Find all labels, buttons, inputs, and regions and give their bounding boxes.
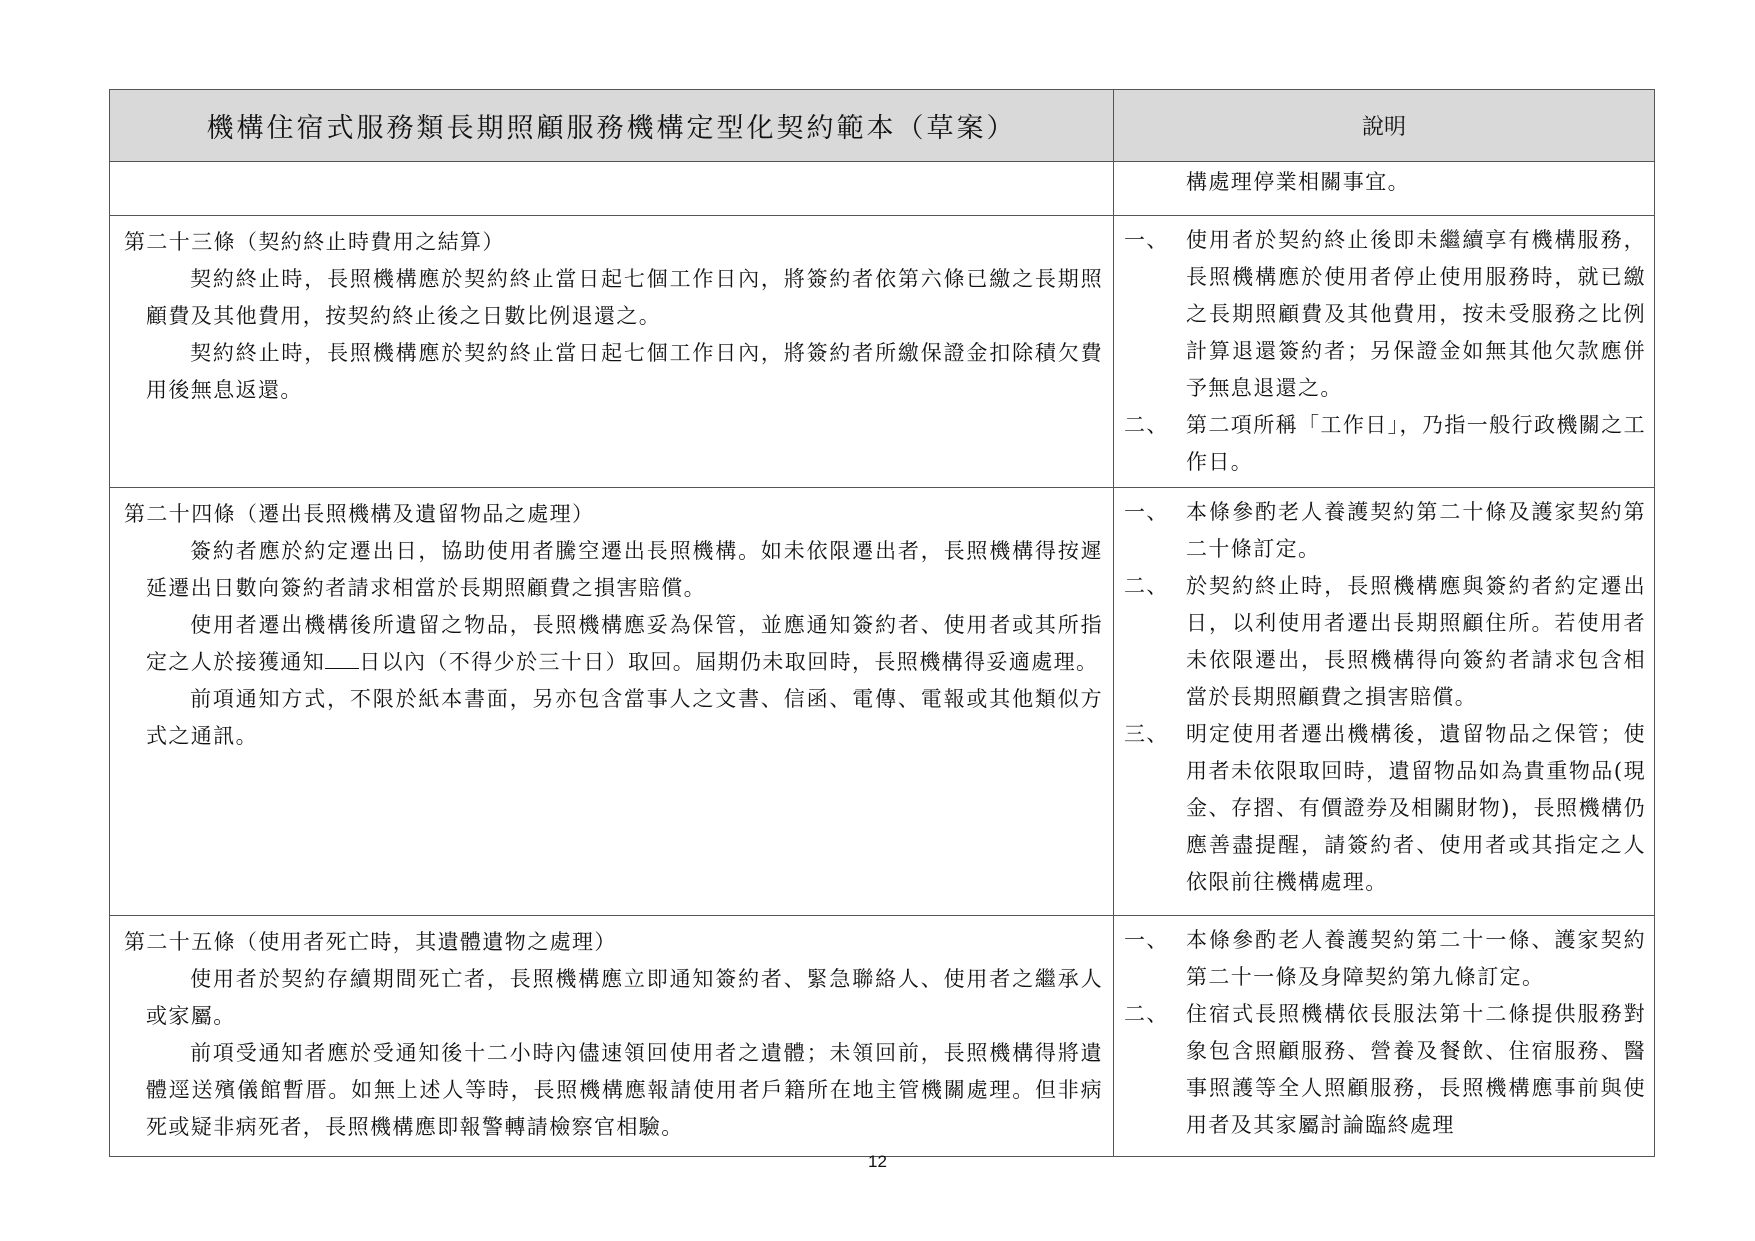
note-text: 於契約終止時，長照機構應與簽約者約定遷出日，以利使用者遷出長期照顧住所。若使用者未依限遷出，長照機構得向簽約者請求包含相當於長期照顧費之損害賠償。 bbox=[1186, 574, 1646, 709]
table-header-row bbox=[110, 90, 1655, 162]
article-25-cell bbox=[110, 916, 1114, 1157]
article-25-paragraph-1: 使用者於契約存續期間死亡者，長照機構應立即通知簽約者、緊急聯絡人、使用者之繼承人或家屬。 bbox=[146, 967, 1103, 1028]
header-explanation: 說明 bbox=[1114, 90, 1655, 162]
note-text: 住宿式長照機構依長服法第十二條提供服務對象包含照顧服務、營養及餐飲、住宿服務、醫事照護等全人照顧服務，長照機構應事前與使用者及其家屬討論臨終處理 bbox=[1186, 1002, 1646, 1137]
note-number: 二、 bbox=[1124, 1002, 1169, 1026]
article-24-note-1 bbox=[1124, 494, 1646, 568]
continuation-left-cell bbox=[110, 162, 1114, 216]
article-23-note-1 bbox=[1124, 222, 1646, 407]
article-25-note-2 bbox=[1124, 996, 1646, 1144]
note-number: 一、 bbox=[1124, 500, 1169, 524]
table-row-article-25 bbox=[110, 916, 1655, 1157]
page-number: 12 bbox=[868, 1152, 887, 1171]
article-24-title: 第二十四條（遷出長照機構及遺留物品之處理） bbox=[124, 502, 595, 526]
note-number: 一、 bbox=[1124, 928, 1169, 952]
article-23-title: 第二十三條（契約終止時費用之結算） bbox=[124, 230, 505, 254]
header-contract-title: 機構住宿式服務類長期照顧服務機構定型化契約範本（草案） bbox=[110, 90, 1114, 162]
article-23-paragraph-2: 契約終止時，長照機構應於契約終止當日起七個工作日內，將簽約者所繳保證金扣除積欠費用後無息返還。 bbox=[146, 341, 1103, 402]
article-24-note-2 bbox=[1124, 568, 1646, 716]
article-24-paragraph-2 bbox=[124, 607, 1103, 681]
article-23-paragraph-1: 契約終止時，長照機構應於契約終止當日起七個工作日內，將簽約者依第六條已繳之長期照顧費及其他費用，按契約終止後之日數比例退還之。 bbox=[146, 267, 1103, 328]
article-25-note-1 bbox=[1124, 922, 1646, 996]
table-row-continuation bbox=[110, 162, 1655, 216]
article-23-note-2 bbox=[1124, 407, 1646, 481]
article-25-title: 第二十五條（使用者死亡時，其遺體遺物之處理） bbox=[124, 930, 617, 954]
article-24-paragraph-2-before: 使用者遷出機構後所遺留之物品，長照機構應妥為保管，並應通知簽約者、使用者或其所指定之人於接獲通知 bbox=[146, 613, 1103, 674]
continuation-note-text: 構處理停業相關事宜。 bbox=[1186, 170, 1410, 194]
note-text: 明定使用者遷出機構後，遺留物品之保管；使用者未依限取回時，遺留物品如為貴重物品(現金、存摺、有價證券及相關財物)，長照機構仍應善盡提醒，請簽約者、使用者或其指定之人依限前往機構處理。 bbox=[1186, 722, 1646, 894]
table-row-article-23 bbox=[110, 216, 1655, 488]
article-25-paragraph-2: 前項受通知者應於受通知後十二小時內儘速領回使用者之遺體；未領回前，長照機構得將遺體逕送殯儀館暫厝。如無上述人等時，長照機構應報請使用者戶籍所在地主管機關處理。但非病死或疑非病死者，長照機構應即報警轉請檢察官相驗。 bbox=[146, 1041, 1103, 1139]
continuation-right-cell bbox=[1114, 162, 1655, 216]
article-24-paragraph-1: 簽約者應於約定遷出日，協助使用者騰空遷出長照機構。如未依限遷出者，長照機構得按遲延遷出日數向簽約者請求相當於長期照顧費之損害賠償。 bbox=[146, 539, 1103, 600]
note-number: 二、 bbox=[1124, 574, 1169, 598]
note-text: 本條參酌老人養護契約第二十一條、護家契約第二十一條及身障契約第九條訂定。 bbox=[1186, 928, 1646, 989]
article-24-note-3 bbox=[1124, 716, 1646, 901]
contract-table bbox=[109, 89, 1655, 1157]
article-24-paragraph-3: 前項通知方式，不限於紙本書面，另亦包含當事人之文書、信函、電傳、電報或其他類似方式之通訊。 bbox=[146, 687, 1103, 748]
note-number: 一、 bbox=[1124, 228, 1169, 252]
fill-in-blank bbox=[325, 646, 359, 669]
note-text: 第二項所稱「工作日」，乃指一般行政機關之工作日。 bbox=[1186, 413, 1646, 474]
article-25-notes-cell bbox=[1114, 916, 1655, 1157]
note-text: 本條參酌老人養護契約第二十條及護家契約第二十條訂定。 bbox=[1186, 500, 1646, 561]
article-23-cell bbox=[110, 216, 1114, 488]
note-number: 二、 bbox=[1124, 413, 1169, 437]
article-23-notes-cell bbox=[1114, 216, 1655, 488]
article-24-cell bbox=[110, 488, 1114, 916]
article-24-notes-cell bbox=[1114, 488, 1655, 916]
table-row-article-24 bbox=[110, 488, 1655, 916]
note-number: 三、 bbox=[1124, 722, 1169, 746]
article-24-paragraph-2-after: 日以內（不得少於三十日）取回。屆期仍未取回時，長照機構得妥適處理。 bbox=[359, 650, 1099, 674]
note-text: 使用者於契約終止後即未繼續享有機構服務，長照機構應於使用者停止使用服務時，就已繳之長期照顧費及其他費用，按未受服務之比例計算退還簽約者；另保證金如無其他欠款應併予無息退還之。 bbox=[1186, 228, 1646, 400]
